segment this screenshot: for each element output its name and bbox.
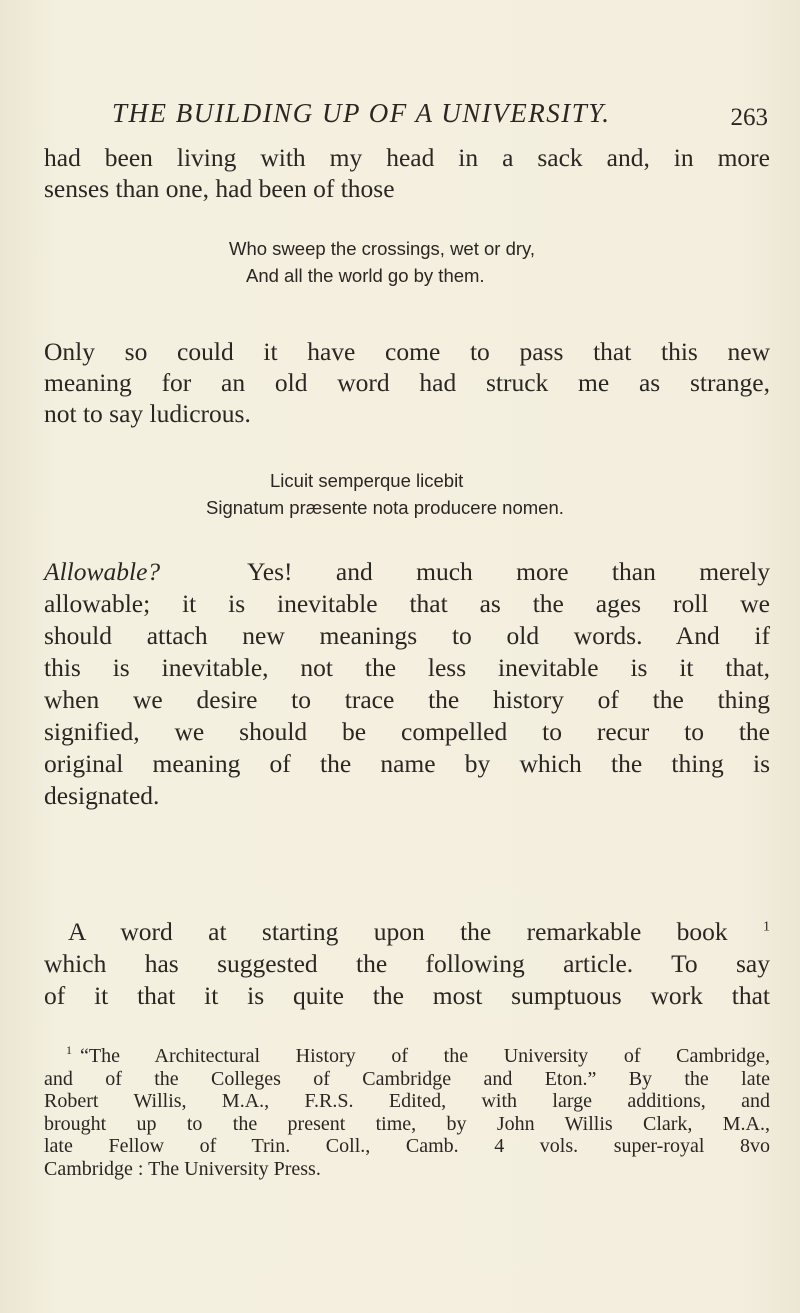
text-line: which has suggested the following article. To say bbox=[44, 949, 770, 978]
footnote-line: late Fellow of Trin. Coll., Camb. 4 vols. super-royal 8vo bbox=[44, 1135, 770, 1157]
text-line: had been living with my head in a sack and, in more bbox=[44, 143, 770, 172]
text-line: Allowable? Yes! and much more than merely bbox=[44, 557, 770, 586]
text-line: this is inevitable, not the less inevitable is it that, bbox=[44, 653, 770, 682]
verse-quotation-2 bbox=[0, 468, 800, 528]
paragraph-2 bbox=[44, 336, 770, 429]
italic-lead: Allowable? bbox=[44, 557, 161, 586]
verse-quotation-1 bbox=[0, 236, 800, 296]
page-header bbox=[112, 98, 768, 138]
verse-line: And all the world go by them. bbox=[246, 265, 485, 286]
footnote-line: Cambridge : The University Press. bbox=[44, 1157, 321, 1180]
text-line: Only so could it have come to pass that this new bbox=[44, 337, 770, 366]
text-line: not to say ludicrous. bbox=[44, 399, 251, 428]
text-line: of it that it is quite the most sumptuous work that bbox=[44, 981, 770, 1010]
footnote-mark: 1 bbox=[66, 1043, 72, 1058]
text-line: should attach new meanings to old words. And if bbox=[44, 621, 770, 650]
verse-line: Signatum præsente nota producere nomen. bbox=[206, 497, 564, 518]
text-line: A word at starting upon the remarkable book $^1$ bbox=[68, 917, 770, 946]
footnote-line: brought up to the present time, by John Willis Clark, M.A., bbox=[44, 1112, 770, 1135]
verse-line: Licuit semperque licebit bbox=[270, 470, 464, 491]
text-line: allowable; it is inevitable that as the ages roll we bbox=[44, 589, 770, 618]
footnote bbox=[44, 1045, 770, 1180]
paragraph-4 bbox=[44, 916, 770, 1012]
paragraph-1 bbox=[44, 142, 770, 204]
verse-line: Who sweep the crossings, wet or dry, bbox=[229, 238, 536, 259]
text-line: original meaning of the name by which the thing is bbox=[44, 749, 770, 778]
footnote-line: $^1$ “The Architectural History of the University of Cambridge, bbox=[44, 1045, 770, 1068]
footnote-reference: 1 bbox=[763, 919, 770, 935]
footnote-line: and of the Colleges of Cambridge and Eton.” By the late bbox=[44, 1067, 770, 1090]
paragraph-3 bbox=[44, 556, 770, 812]
footnote-line: Robert Willis, M.A., F.R.S. Edited, with large additions, and bbox=[44, 1090, 770, 1112]
text-line: when we desire to trace the history of the thing bbox=[44, 685, 770, 714]
page-number: 263 bbox=[730, 104, 768, 131]
text-line: designated. bbox=[44, 781, 160, 810]
running-title: THE BUILDING UP OF A UNIVERSITY. bbox=[112, 98, 611, 128]
text-line: senses than one, had been of those bbox=[44, 174, 395, 203]
text-line: signified, we should be compelled to recur to the bbox=[44, 717, 770, 746]
text-line: meaning for an old word had struck me as strange, bbox=[44, 368, 770, 397]
